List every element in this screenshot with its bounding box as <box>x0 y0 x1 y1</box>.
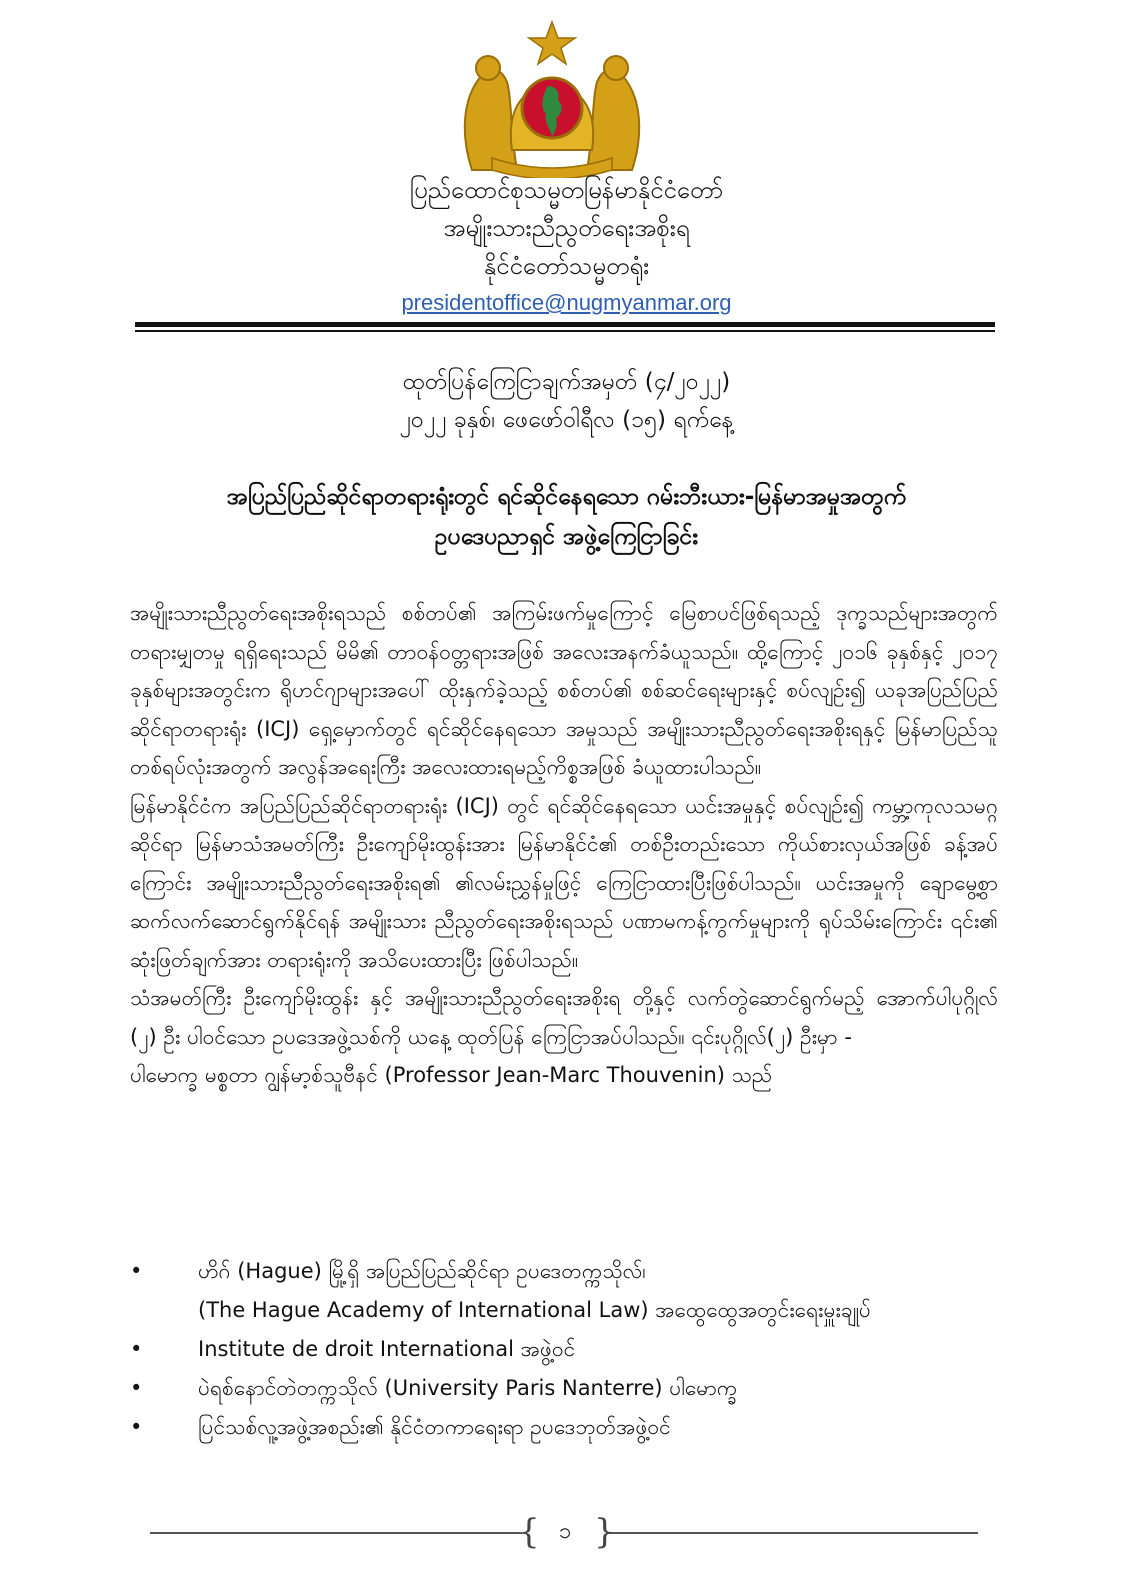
country-name: ပြည်ထောင်စုသမ္မတမြန်မာနိုင်ငံတော် <box>409 176 724 204</box>
footer-rule-left <box>150 1532 522 1534</box>
bullet-marker: • <box>130 1337 143 1361</box>
footer-brace-right: } <box>594 1512 616 1552</box>
list-item-text: Institute de droit International အဖွဲ့ဝင် <box>198 1337 576 1361</box>
document-title-line2: ဥပဒေပညာရှင် အဖွဲ့ကြေငြာခြင်း <box>434 524 699 550</box>
bullet-marker: • <box>130 1376 143 1400</box>
footer-brace-left: { <box>518 1512 540 1552</box>
paragraph-1: အမျိုးသားညီညွတ်ရေးအစိုးရသည် စစ်တပ်၏ အကြမ်းဖက်မှုကြောင့် မြေစာပင်ဖြစ်ရသည့် ဒုက္ခသည်များအတွက် တရားမျှတမှု ရရှိရေးသည် မိမိ၏ တာဝန်ဝတ္တရားအဖြစ် အလေးအနက်ခံယူသည်။ ထို့ကြောင့် ၂၀၁၆ ခုနှစ်နှင့် ၂၀၁၇ ခုနှစ်များအတွင်းက ရိုဟင်ဂျာများအပေါ် ထိုးနှက်ခဲ့သည့် စစ်တပ်၏ စစ်ဆင်ရေးများနှင့် စပ်လျဉ်း၍ ယခုအပြည်ပြည်ဆိုင်ရာတရားရုံး (ICJ) ရှေ့မှောက်တွင် ရင်ဆိုင်နေရသော အမှုသည် အမျိုးသားညီညွတ်ရေးအစိုးရနှင့် မြန်မာပြည်သူ တစ်ရပ်လုံးအတွက် အလွန်အရေးကြီး အလေးထားရမည့်ကိစ္စအဖြစ် ခံယူထားပါသည်။ <box>130 601 998 779</box>
footer-rule-right <box>606 1532 978 1534</box>
document-title: အပြည်ပြည်ဆိုင်ရာတရားရုံးတွင် ရင်ဆိုင်နေရသော ဂမ်းဘီးယား-မြန်မာအမှုအတွက် <box>226 484 907 510</box>
statement-number: ထုတ်ပြန်ကြေငြာချက်အမှတ် (၄/၂၀၂၂) <box>402 369 731 395</box>
state-emblem <box>452 20 652 178</box>
office-name: နိုင်ငံတော်သမ္မတရုံး <box>483 252 650 280</box>
bullet-marker: • <box>130 1415 143 1439</box>
body-text <box>130 594 998 1095</box>
list-item-text: ဟိဂ် (Hague) မြို့ရှိ အပြည်ပြည်ဆိုင်ရာ ဥပဒေတက္ကသိုလ်၊ <box>198 1259 646 1283</box>
statement-date: ၂၀၂၂ ခုနှစ်၊ ဖေဖော်ဝါရီလ (၁၅) ရက်နေ့ <box>399 407 734 433</box>
bullet-marker: • <box>130 1259 143 1283</box>
list-item-text: ပြင်သစ်လူ့အဖွဲ့အစည်း၏ နိုင်ငံတကာရေးရာ ဥပဒေဘုတ်အဖွဲ့ဝင် <box>198 1415 671 1439</box>
paragraph-2: မြန်မာနိုင်ငံက အပြည်ပြည်ဆိုင်ရာတရားရုံး (ICJ) တွင် ရင်ဆိုင်နေရသော ယင်းအမှုနှင့် စပ်လျဉ်း၍ ကမ္ဘာ့ကုလသမဂ္ဂဆိုင်ရာ မြန်မာသံအမတ်ကြီး ဦးကျော်မိုးထွန်းအား မြန်မာနိုင်ငံ၏ တစ်ဦးတည်းသော ကိုယ်စားလှယ်အဖြစ် ခန့်အပ်ကြောင်း အမျိုးသားညီညွတ်ရေးအစိုးရ၏ ၏လမ်းညွှန်မှုဖြင့် ကြေငြာထားပြီးဖြစ်ပါသည်။ ယင်းအမှုကို ချောမွေ့စွာ ဆက်လက်ဆောင်ရွက်နိုင်ရန် အမျိုးသား ညီညွတ်ရေးအစိုးရသည် ပဏာမကန့်ကွက်မှုများကို ရုပ်သိမ်းကြောင်း ၎င်း၏ ဆုံးဖြတ်ချက်အား တရားရုံးကို အသိပေးထားပြီး ဖြစ်ပါသည်။ <box>130 793 998 972</box>
header-divider-thin <box>135 330 995 332</box>
paragraph-4: ပါမောက္ခ မစ္စတာ ဂျွန်မာ့စ်သူဗီနင် (Professor Jean-Marc Thouvenin) သည် <box>130 1063 773 1087</box>
government-name: အမျိုးသားညီညွတ်ရေးအစိုးရ <box>443 214 690 242</box>
list-item-text: ပဲရစ်နောင်တဲတက္ကသိုလ် (University Paris Nanterre) ပါမောက္ခ <box>198 1376 738 1400</box>
email-link[interactable]: presidentoffice@nugmyanmar.org <box>401 290 732 315</box>
page-number: ၁ <box>558 1519 572 1544</box>
paragraph-3: သံအမတ်ကြီး ဦးကျော်မိုးထွန်း နှင့် အမျိုးသားညီညွတ်ရေးအစိုးရ တို့နှင့် လက်တွဲဆောင်ရွက်မည့် အောက်ပါပုဂ္ဂိုလ် (၂) ဦး ပါဝင်သော ဥပဒေအဖွဲ့သစ်ကို ယနေ့ ထုတ်ပြန် ကြေငြာအပ်ပါသည်။ ၎င်းပုဂ္ဂိုလ်(၂) ဦးမှာ - <box>130 986 998 1049</box>
header-divider <box>135 322 995 327</box>
list-item-text: (The Hague Academy of International Law) အထွေထွေအတွင်းရေးမှူးချုပ် <box>198 1298 871 1322</box>
